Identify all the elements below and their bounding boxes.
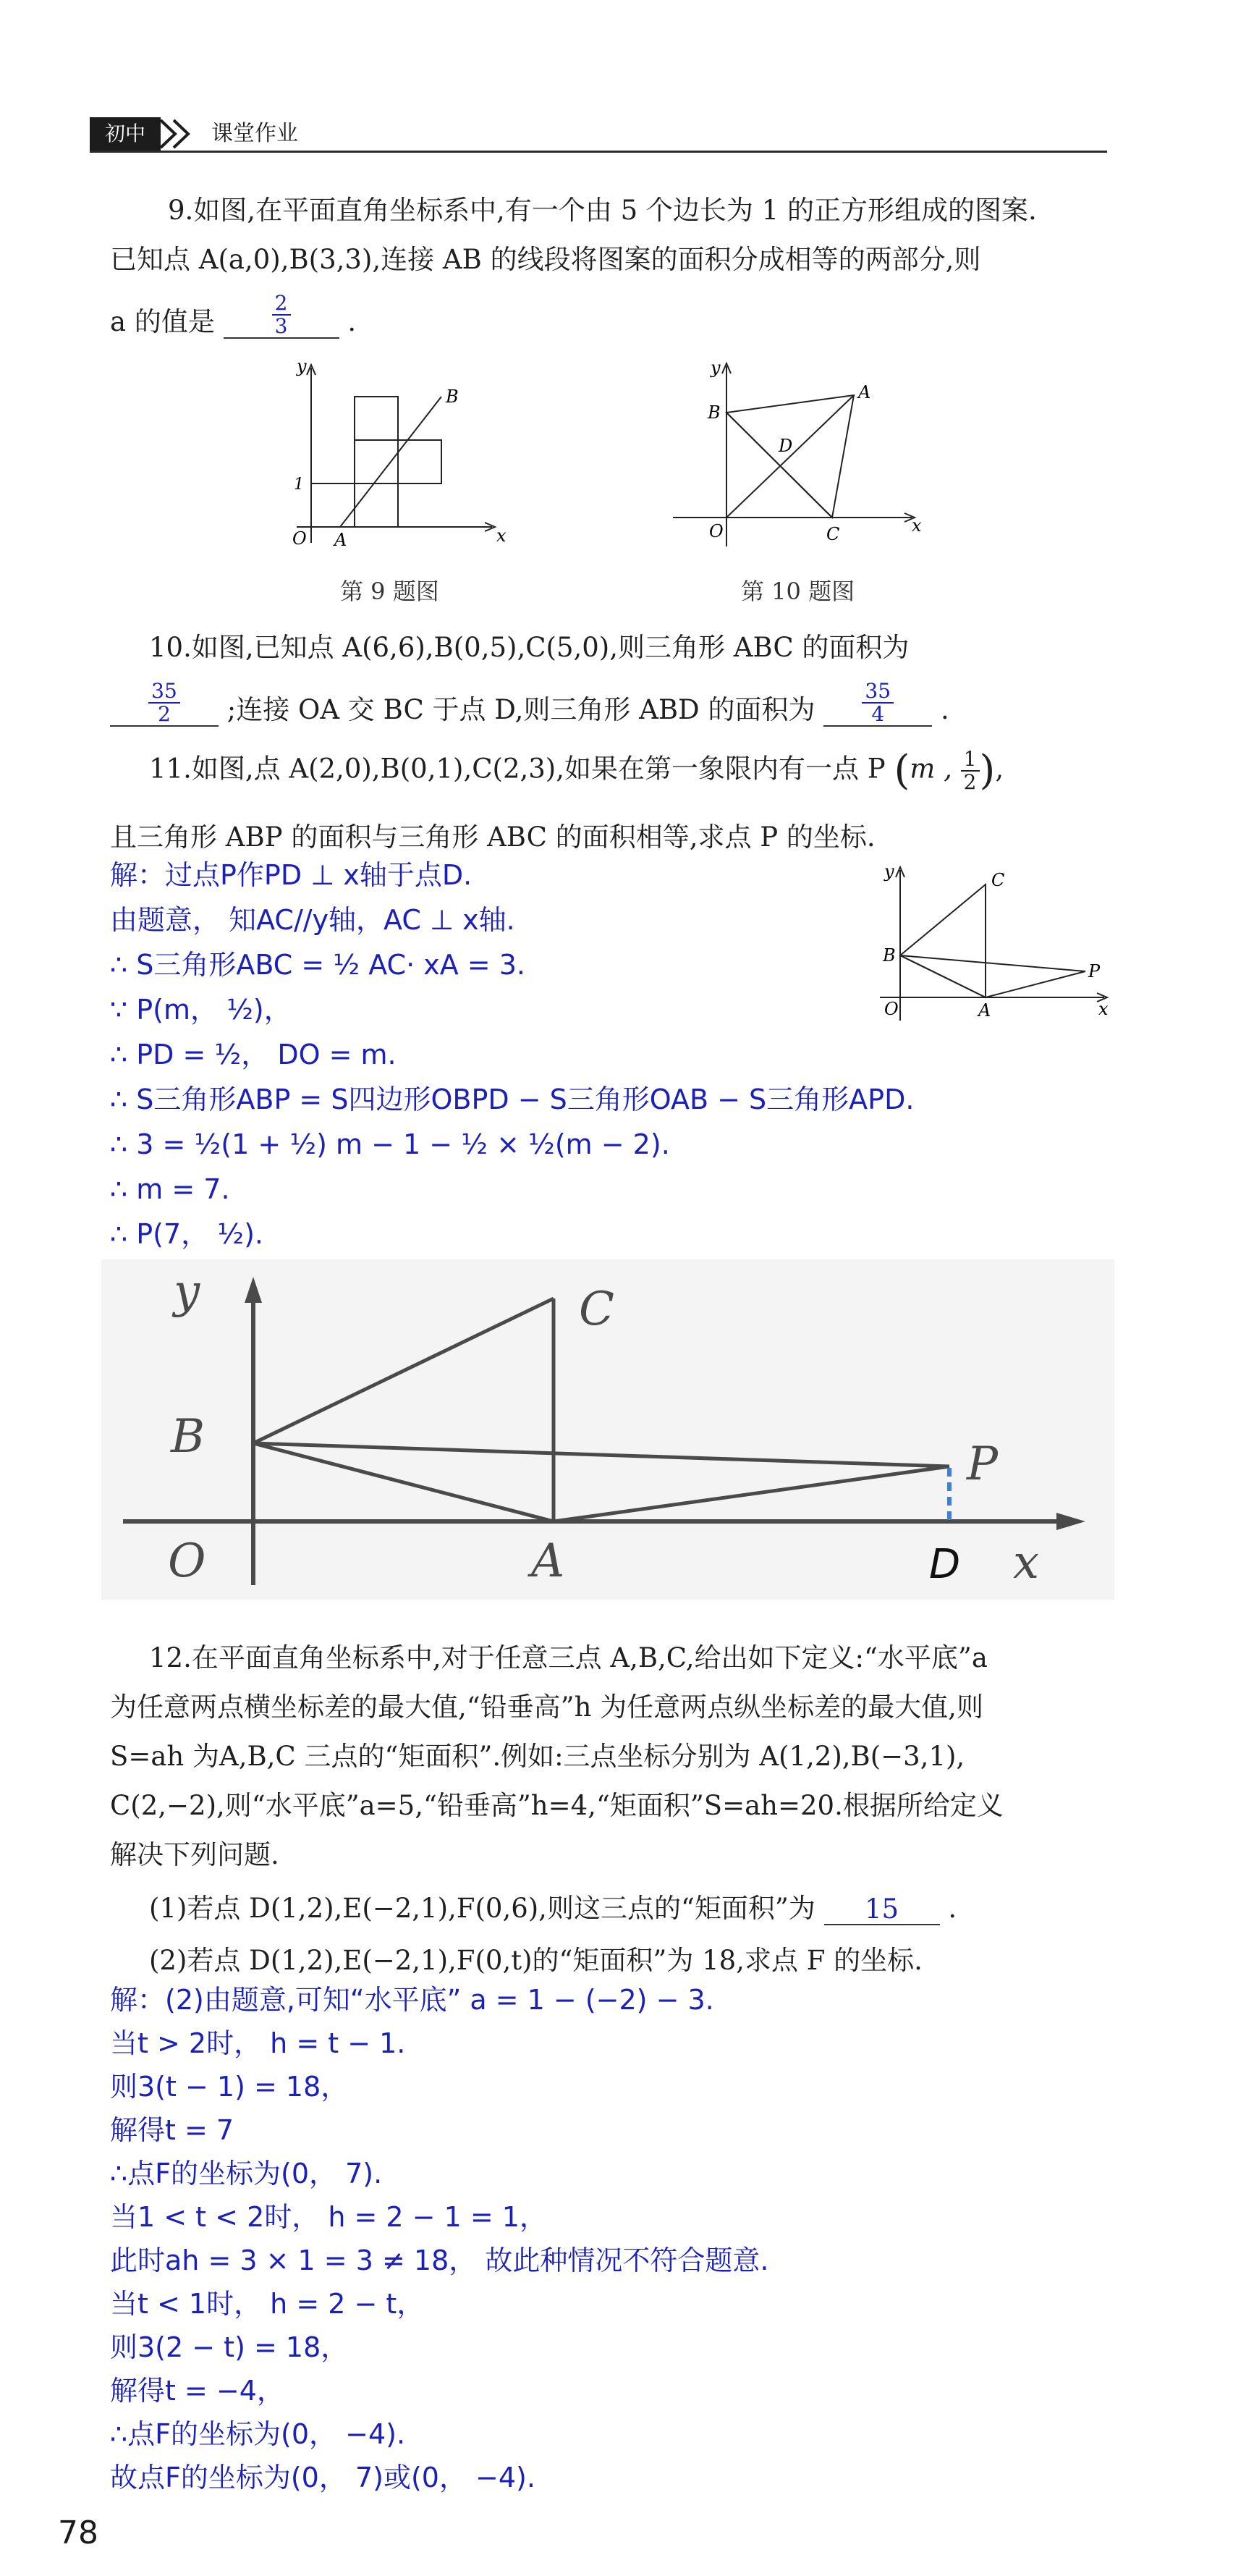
q11-solution-line: ∴ S三角形ABC = ½ AC· xA = 3. [110, 949, 525, 981]
q11-small-fig-y-label: y [884, 861, 894, 882]
q9-line-2: 已知点 A(a,0),B(3,3),连接 AB 的线段将图案的面积分成相等的两部分,则 [110, 244, 981, 275]
q10-line-1: 10.如图,已知点 A(6,6),B(0,5),C(5,0),则三角形 ABC 的面积为 [149, 632, 910, 663]
q11-large-fig-point-b: B [171, 1410, 206, 1464]
q12-solution-line: 此时ah = 3 × 1 = 3 ≠ 18， 故此种情况不符合题意. [110, 2245, 769, 2276]
q9-fig-point-b: B [446, 387, 459, 407]
level-badge: 初中 [90, 117, 161, 151]
q10-answer-2-numerator: 35 [862, 680, 894, 704]
q11-large-fig-point-a: A [531, 1534, 565, 1588]
q10-fig-x-label: x [912, 515, 922, 536]
q11-line-1 [149, 748, 1004, 793]
q9-fig-x-label: x [496, 525, 507, 546]
q9-line-3-end: . [347, 306, 357, 337]
q10-fig-point-b: B [708, 402, 721, 423]
q11-small-fig-x-label: x [1098, 999, 1109, 1019]
header-title: 课堂作业 [211, 121, 298, 146]
q11-large-fig-point-p: P [967, 1437, 999, 1491]
q10-figure [666, 355, 933, 557]
q12-part-2: (2)若点 D(1,2),E(−2,1),F(0,t)的“矩面积”为 18,求点 F 的坐标. [149, 1945, 923, 1976]
q12-solution-line: 解得t = −4， [110, 2375, 284, 2407]
q9-fig-y-label: y [297, 356, 307, 376]
q11-small-fig-point-p: P [1088, 961, 1101, 981]
q10-answer-2-fraction [862, 680, 894, 725]
q9-figure [282, 355, 521, 557]
q11-point-p-m: m , [910, 753, 952, 785]
q9-line-3-text: a 的值是 [110, 306, 215, 337]
q12-solution-line: 当1 < t < 2时， h = 2 − 1 = 1， [110, 2201, 547, 2233]
q12-line: S=ah 为A,B,C 三点的“矩面积”.例如:三点坐标分别为 A(1,2),B(−3,1), [110, 1741, 965, 1772]
q12-part-1 [149, 1892, 957, 1925]
q9-figure-caption: 第 9 题图 [340, 578, 439, 605]
q11-large-fig-origin-label: O [168, 1534, 206, 1588]
q11-close-paren: ) [979, 747, 996, 794]
q12-solution-line: 解得t = 7 [110, 2114, 234, 2146]
q12-solution-line: 当t > 2时， h = t − 1. [110, 2027, 406, 2059]
q9-answer-fraction [272, 292, 291, 337]
q12-line: C(2,−2),则“水平底”a=5,“铅垂高”h=4,“矩面积”S=ah=20.根据所给定义 [110, 1790, 1004, 1821]
q10-line-2-text: ;连接 OA 交 BC 于点 D,则三角形 ABD 的面积为 [226, 694, 815, 725]
q10-fig-y-label: y [711, 358, 721, 378]
q12-line: 12.在平面直角坐标系中,对于任意三点 A,B,C,给出如下定义:“水平底”a [149, 1642, 988, 1673]
q12-part-1-answer: 15 [824, 1895, 940, 1925]
q12-solution-line: ∴点F的坐标为(0， −4). [110, 2418, 406, 2450]
q11-large-fig-point-d: D [929, 1541, 961, 1588]
q12-solution-line: 则3(2 − t) = 18， [110, 2331, 349, 2363]
q11-solution-line: ∴ PD = ½， DO = m. [110, 1039, 397, 1070]
q9-answer-numerator: 2 [272, 292, 291, 316]
q9-answer-denominator: 3 [274, 314, 288, 338]
q11-small-fig-origin-label: O [884, 999, 899, 1019]
q11-large-figure [101, 1259, 1114, 1600]
chevron-right-icon [155, 116, 201, 152]
q10-line-2-end: . [941, 694, 949, 725]
q11-small-fig-point-c: C [991, 870, 1005, 890]
q10-answer-2-denominator: 4 [871, 702, 885, 726]
q10-answer-1-numerator: 35 [148, 680, 180, 704]
q11-solution-line: ∴ 3 = ½(1 + ½) m − 1 − ½ × ½(m − 2). [110, 1128, 670, 1160]
q11-line-1-text: 11.如图,点 A(2,0),B(0,1),C(2,3),如果在第一象限内有一点 P [149, 753, 886, 785]
q10-fig-point-c: C [826, 524, 840, 544]
q11-small-figure [876, 861, 1114, 1028]
q12-solution-line: 则3(t − 1) = 18， [110, 2071, 349, 2103]
q12-solution-line: ∴点F的坐标为(0， 7). [110, 2158, 383, 2189]
q9-line-1: 9.如图,在平面直角坐标系中,有一个由 5 个边长为 1 的正方形组成的图案. [168, 195, 1037, 226]
q11-point-p-numerator: 1 [961, 748, 980, 772]
q10-fig-point-a: A [858, 382, 871, 402]
q12-solution-line: 解：(2)由题意,可知“水平底” a = 1 − (−2) − 3. [110, 1984, 714, 2016]
q11-solution-line: ∵ P(m， ½)， [110, 994, 292, 1026]
q10-fig-point-d: D [779, 436, 793, 456]
q10-answer-1-fraction [148, 680, 180, 725]
q12-line: 为任意两点横坐标差的最大值,“铅垂高”h 为任意两点纵坐标差的最大值,则 [110, 1692, 983, 1723]
q10-figure-caption: 第 10 题图 [741, 578, 855, 605]
q11-large-fig-y-label: y [174, 1265, 200, 1319]
q11-line-2: 且三角形 ABP 的面积与三角形 ABC 的面积相等,求点 P 的坐标. [110, 822, 876, 853]
q11-small-fig-point-a: A [978, 1000, 991, 1021]
q11-solution-line: 解：过点P作PD ⊥ x轴于点D. [110, 859, 473, 891]
q11-line-1-end: , [995, 753, 1004, 785]
q11-solution-line: 由题意， 知AC//y轴，AC ⊥ x轴. [110, 904, 515, 936]
q12-line: 解决下列问题. [110, 1839, 279, 1870]
q10-answer-1-denominator: 2 [158, 702, 171, 726]
q9-fig-tick-one: 1 [294, 476, 304, 494]
q12-part-1-end: . [948, 1893, 957, 1924]
q11-large-fig-x-label: x [1013, 1536, 1040, 1589]
q10-answer-2-blank [823, 680, 932, 727]
q12-solution-line: 故点F的坐标为(0， 7)或(0， −4). [110, 2462, 535, 2493]
q11-small-fig-point-b: B [883, 945, 896, 966]
q11-solution-line: ∴ m = 7. [110, 1173, 230, 1205]
q12-part-1-text: (1)若点 D(1,2),E(−2,1),F(0,6),则这三点的“矩面积”为 [149, 1893, 815, 1924]
q12-solution-line: 当t < 1时， h = 2 − t， [110, 2288, 425, 2320]
q11-open-paren: ( [894, 747, 910, 794]
q10-answer-1-blank [110, 680, 219, 727]
header-divider [90, 151, 1107, 153]
q10-fig-origin-label: O [709, 521, 724, 541]
q11-solution-line: ∴ S三角形ABP = S四边形OBPD − S三角形OAB − S三角形APD. [110, 1084, 915, 1115]
q9-fig-point-a: A [334, 530, 347, 550]
q11-point-p-fraction [961, 748, 980, 793]
q11-large-fig-point-c: C [579, 1283, 614, 1336]
q9-line-3 [110, 292, 356, 339]
q11-solution-line: ∴ P(7， ½). [110, 1218, 263, 1250]
page-number: 78 [58, 2514, 98, 2551]
q10-line-2 [110, 680, 949, 727]
q9-fig-origin-label: O [292, 528, 307, 549]
q11-point-p-denominator: 2 [963, 770, 977, 794]
q9-answer-blank [224, 292, 339, 339]
